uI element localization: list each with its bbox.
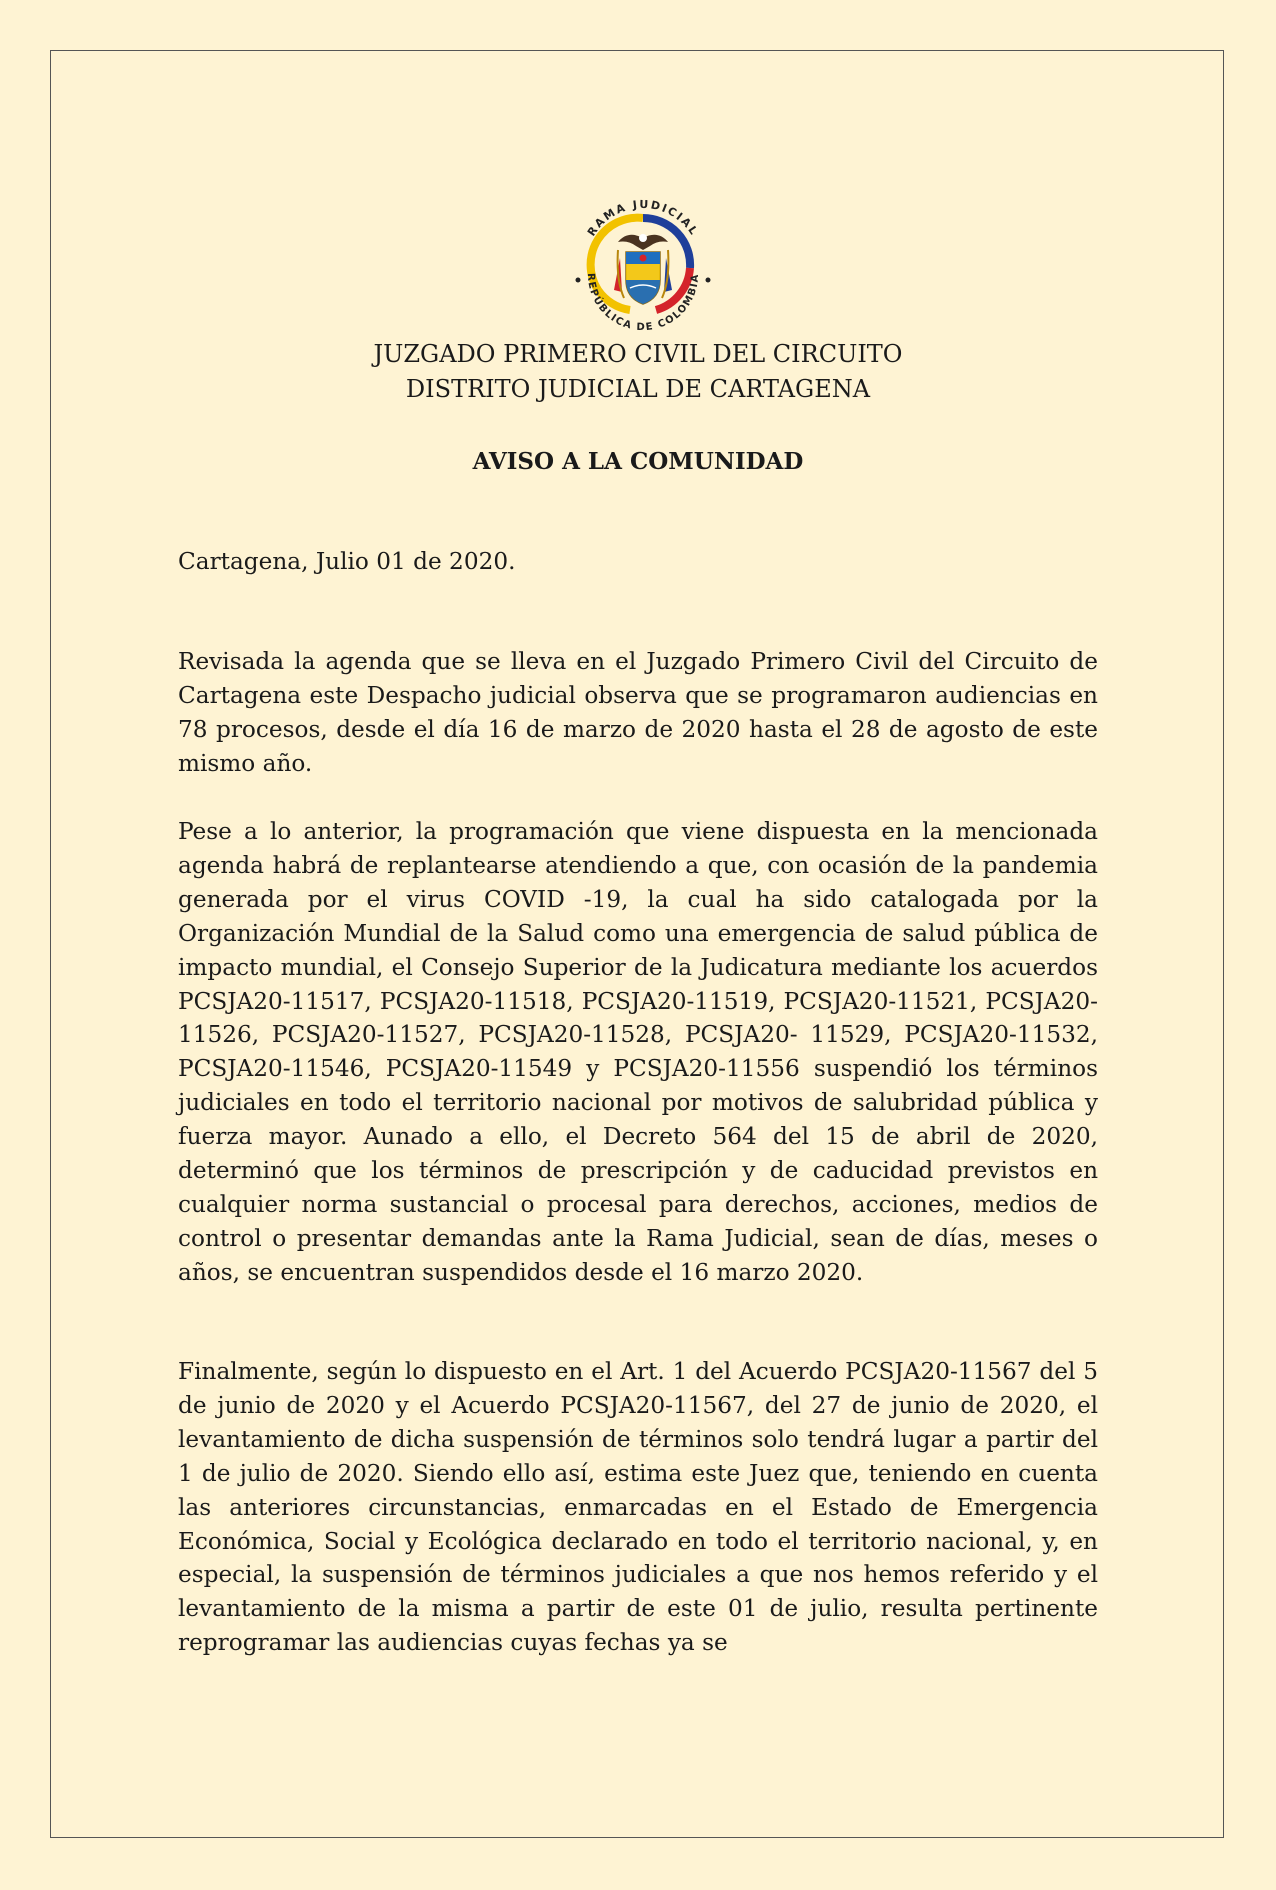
paragraph-1: Revisada la agenda que se lleva en el Juzgado Primero Civil del Circuito de Cartagena este Despacho judicial observa que se programaron audiencias en 78 procesos, desde el día 16 de marzo de 2020 hasta el 28 de agosto de este mismo año. <box>178 648 1098 777</box>
rama-judicial-seal-logo <box>558 180 728 350</box>
date-line: Cartagena, Julio 01 de 2020. <box>178 548 516 575</box>
paragraph-3: Finalmente, según lo dispuesto en el Art. 1 del Acuerdo PCSJA20-11567 del 5 de junio de 2020 y el Acuerdo PCSJA20-11567, del 27 de junio de 2020, el levantamiento de dicha suspensión de términos solo tendrá lugar a partir del 1 de julio de 2020. Siendo ello así, estima este Juez que, teniendo en cuenta las anteriores circunstancias, enmarcadas en el Estado de Emergencia Económica, Social y Ecológica declarado en todo el territorio nacional, y, en especial, la suspensión de términos judiciales a que nos hemos referido y el levantamiento de la misma a partir de este 01 de julio, resulta pertinente reprogramar las audiencias cuyas fechas ya se <box>178 1358 1098 1657</box>
judicial-district: DISTRITO JUDICIAL DE CARTAGENA <box>405 375 871 403</box>
svg-text:RAMA JUDICIAL: RAMA JUDICIAL <box>584 197 702 239</box>
court-name: JUZGADO PRIMERO CIVIL DEL CIRCUITO <box>373 340 903 368</box>
notice-title: AVISO A LA COMUNIDAD <box>472 448 804 475</box>
svg-text:REPÚBLICA DE COLOMBIA: REPÚBLICA DE COLOMBIA <box>584 272 702 334</box>
paragraph-2: Pese a lo anterior, la programación que viene dispuesta en la mencionada agenda habrá de replantearse atendiendo a que, con ocasión de la pandemia generada por el virus COVID -19, la cual ha sido catalogada por la Organización Mundial de la Salud como una emergencia de salud pública de impacto mundial, el Consejo Superior de la Judicatura mediante los acuerdos PCSJA20-11517, PCSJA20-11518, PCSJA20-11519, PCSJA20-11521, PCSJA20-11526, PCSJA20-11527, PCSJA20-11528, PCSJA20- 11529, PCSJA20-11532, PCSJA20-11546, PCSJA20-11549 y PCSJA20-11556 suspendió los términos judiciales en todo el territorio nacional por motivos de salubridad pública y fuerza mayor. Aunado a ello, el Decreto 564 del 15 de abril de 2020, determinó que los términos de prescripción y de caducidad previstos en cualquier norma sustancial o procesal para derechos, acciones, medios de control o presentar demandas ante la Rama Judicial, sean de días, meses o años, se encuentran suspendidos desde el 16 marzo 2020. <box>178 818 1098 1286</box>
